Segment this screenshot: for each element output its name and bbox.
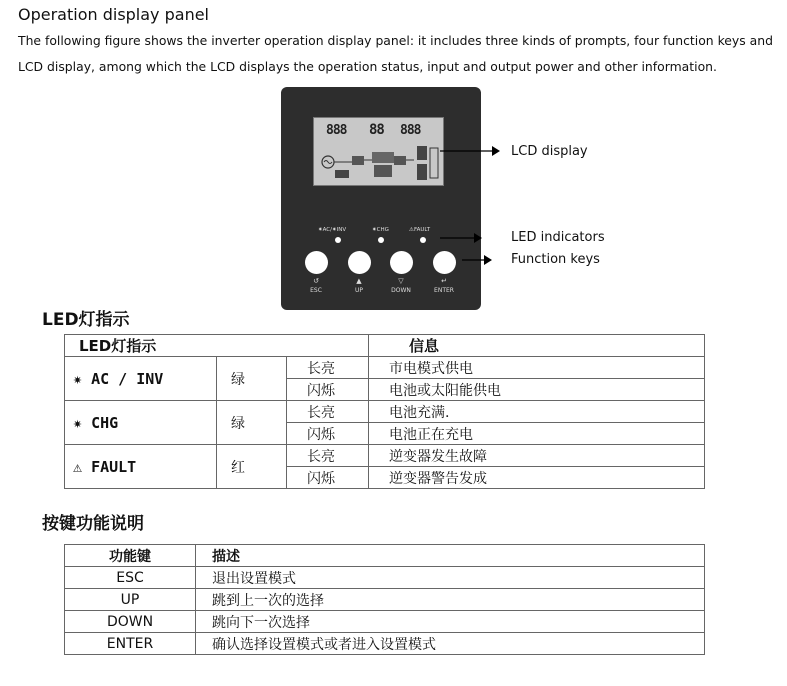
led-chg (378, 237, 384, 243)
led-info: 逆变器发生故障 (369, 445, 705, 467)
callout-arrows (440, 140, 510, 270)
intro-text-line-2: LCD display, among which the LCD displays the operation status, input and output power and other information. (18, 59, 717, 74)
led-info: 电池正在充电 (369, 423, 705, 445)
callout-lcd: LCD display (511, 144, 588, 159)
lcd-input-digits: 888 (326, 123, 347, 138)
callout-keys: Function keys (511, 252, 600, 267)
key-name: ESC (65, 567, 196, 589)
led-table-header-right: 信息 (369, 335, 705, 357)
esc-glyph: ↺ (313, 277, 319, 285)
up-key (348, 251, 371, 274)
down-glyph: ▽ (398, 277, 404, 285)
intro-text-line-1: The following figure shows the inverter operation display panel: it includes three kinds of prompts, four function keys and (18, 33, 773, 48)
key-desc: 确认选择设置模式或者进入设置模式 (196, 633, 705, 655)
led-ac-inv (335, 237, 341, 243)
down-key-label: DOWN (391, 287, 411, 294)
led-info: 电池充满. (369, 401, 705, 423)
led-state: 闪烁 (287, 423, 369, 445)
callout-led: LED indicators (511, 230, 605, 245)
led-table-header-left: LED灯指示 (65, 335, 369, 357)
lcd-mid-digits: 88 (369, 122, 384, 138)
key-desc: 跳到上一次的选择 (196, 589, 705, 611)
led-name-ac-inv: ✷ AC / INV (65, 357, 217, 401)
down-key (390, 251, 413, 274)
key-table (64, 544, 705, 655)
led-state: 闪烁 (287, 467, 369, 489)
lcd-flow-diagram (314, 118, 443, 185)
led-color: 绿 (217, 401, 287, 445)
esc-key (305, 251, 328, 274)
led-fault (420, 237, 426, 243)
led-info: 电池或太阳能供电 (369, 379, 705, 401)
key-name: DOWN (65, 611, 196, 633)
led-info: 市电模式供电 (369, 357, 705, 379)
key-section-title: 按键功能说明 (42, 514, 144, 534)
up-glyph: ▲ (356, 277, 362, 285)
enter-glyph: ↵ (441, 277, 447, 285)
led-state: 长亮 (287, 357, 369, 379)
key-name: UP (65, 589, 196, 611)
key-desc: 退出设置模式 (196, 567, 705, 589)
key-table-header-right: 描述 (196, 545, 705, 567)
led-info: 逆变器警告发成 (369, 467, 705, 489)
led-name-fault: ⚠ FAULT (65, 445, 217, 489)
key-table-header-left: 功能键 (65, 545, 196, 567)
led-color: 绿 (217, 357, 287, 401)
led-table (64, 334, 705, 489)
led-state: 闪烁 (287, 379, 369, 401)
led-name-chg: ✷ CHG (65, 401, 217, 445)
key-name: ENTER (65, 633, 196, 655)
lcd-screen (313, 117, 444, 186)
led-label-chg: ✷CHG (372, 227, 389, 233)
key-desc: 跳向下一次选择 (196, 611, 705, 633)
led-section-title: LED灯指示 (42, 310, 130, 330)
led-label-fault: ⚠FAULT (409, 227, 431, 233)
led-state: 长亮 (287, 401, 369, 423)
lcd-output-digits: 888 (400, 123, 421, 138)
enter-key-label: ENTER (434, 287, 454, 294)
esc-key-label: ESC (310, 287, 322, 294)
led-color: 红 (217, 445, 287, 489)
led-label-ac-inv: ✷AC/✷INV (318, 227, 347, 233)
up-key-label: UP (354, 287, 363, 294)
page-heading: Operation display panel (18, 5, 209, 24)
led-state: 长亮 (287, 445, 369, 467)
